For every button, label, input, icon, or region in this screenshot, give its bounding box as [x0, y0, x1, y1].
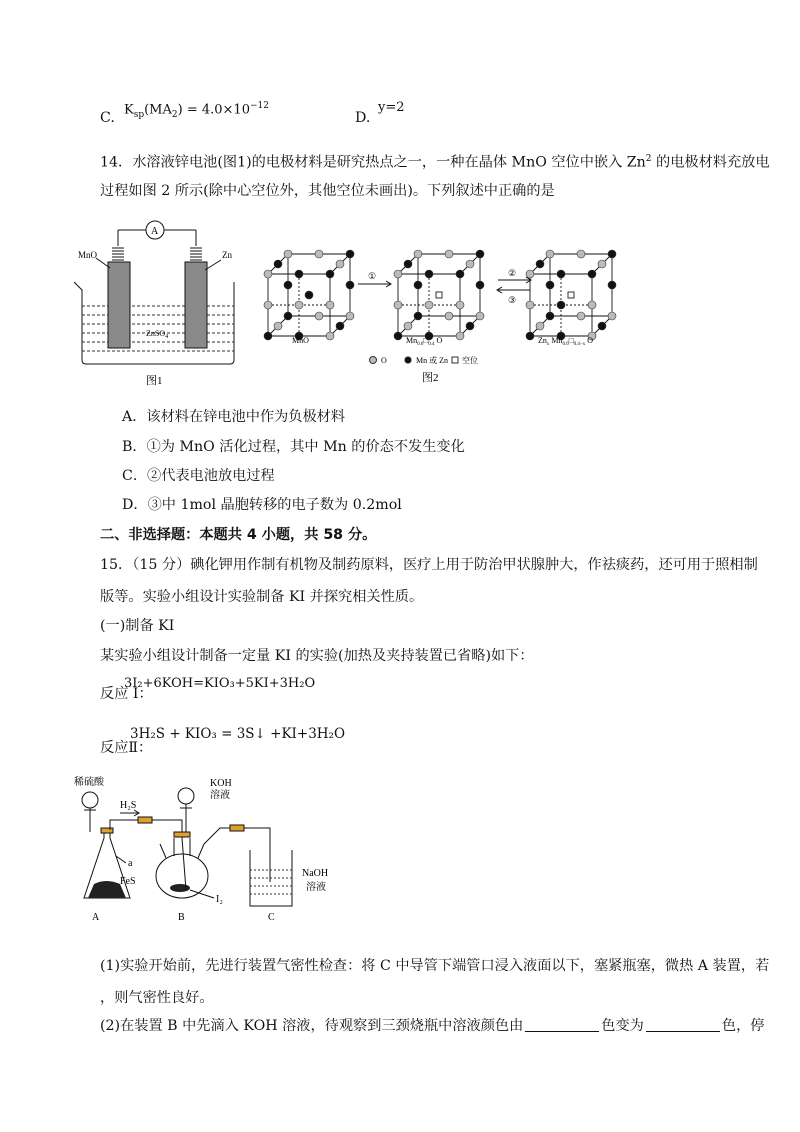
q15-subheading: (一)制备 KI	[100, 618, 175, 634]
funnel-a-icon	[82, 792, 98, 808]
q15-part2-line: (2)在装置 B 中先滴入 KOH 溶液，待观察到三颈烧瓶中溶液颜色由 色变为 色，停	[100, 1018, 765, 1034]
svg-text:空位: 空位	[462, 356, 478, 365]
figure-1-battery	[68, 212, 248, 392]
reaction-2-formula: 3H₂S + KIO₃ = 3S↓ +KI+3H₂O	[130, 726, 346, 742]
q15-part1-line2: ，则气密性良好。	[100, 990, 214, 1006]
q15-line1: 15．（15 分）碘化钾用作制有机物及制药原料，医疗上用于防治甲状腺肿大，作祛痰药，还可用于照相制	[100, 557, 758, 573]
figure-2-crystals	[250, 232, 635, 392]
svg-text:I₂: I₂	[216, 894, 223, 905]
q15-part1-line1: (1)实验开始前，先进行装置气密性检查：将 C 中导管下端管口浸入液面以下，塞紧瓶塞，微热 A 装置，若	[100, 958, 770, 974]
crystal-cell-2	[394, 250, 484, 340]
solution-label: ZnSO$_4$	[146, 329, 169, 340]
q14-option-c: C．②代表电池放电过程	[122, 468, 275, 484]
svg-text:FeS: FeS	[120, 876, 136, 887]
legend-o-icon	[370, 357, 377, 364]
svg-text:Mn 或 Zn: Mn 或 Zn	[416, 356, 448, 365]
svg-text:溶液: 溶液	[306, 882, 326, 893]
svg-text:C: C	[268, 912, 275, 923]
apparatus-diagram	[70, 770, 360, 930]
svg-text:H₂S: H₂S	[120, 800, 137, 811]
zn-label: Zn	[222, 250, 232, 260]
reaction-2-label: 反应Ⅱ：	[100, 740, 153, 756]
legend-mn-icon	[405, 357, 412, 364]
mno-electrode	[108, 262, 130, 348]
figure-2-caption: 图2	[422, 372, 439, 384]
ammeter-label: A	[151, 226, 159, 237]
q14-option-b: B．①为 MnO 活化过程，其中 Mn 的价态不发生变化	[122, 439, 465, 455]
option-d-text: y=2	[378, 100, 405, 115]
crystal-2-label: $Mn_{0.6}□_{0.4}$ O	[406, 336, 443, 347]
q15-line2: 版等。实验小组设计实验制备 KI 并探究相关性质。	[100, 589, 424, 605]
legend-vacancy-icon	[452, 357, 458, 363]
q14-stem-line1: 14．水溶液锌电池(图1)的电极材料是研究热点之一，一种在晶体 MnO 空位中嵌入 Zn$^2$ 的电极材料充放电	[100, 154, 770, 171]
crystal-1-label: MnO	[292, 336, 309, 345]
zn-electrode	[185, 262, 207, 348]
reaction-1-formula: 3I₂+6KOH=KIO₃+5KI+3H₂O	[124, 676, 316, 691]
svg-text:O: O	[381, 356, 387, 365]
svg-text:B: B	[178, 912, 185, 923]
crystal-cell-3	[526, 250, 616, 340]
answer-blank-1[interactable]	[525, 1017, 599, 1032]
q15-intro: 某实验小组设计制备一定量 KI 的实验(加热及夹持装置已省略)如下：	[100, 648, 534, 664]
mno-label: MnO	[78, 250, 98, 260]
option-c-label: C.	[100, 110, 115, 126]
figure-1-caption: 图1	[146, 375, 163, 387]
option-d-label: D.	[355, 110, 371, 126]
svg-text:KOH: KOH	[210, 778, 232, 789]
svg-text:NaOH: NaOH	[302, 868, 329, 879]
svg-text:a: a	[128, 858, 133, 869]
q14-option-a: A．该材料在锌电池中作为负极材料	[122, 409, 346, 425]
svg-text:③: ③	[508, 295, 517, 305]
q14-stem-line2: 过程如图 2 所示(除中心空位外，其他空位未画出)。下列叙述中正确的是	[100, 183, 555, 199]
crystal-cell-1	[264, 250, 354, 340]
section-2-title: 二、非选择题：本题共 4 小题，共 58 分。	[100, 527, 377, 543]
svg-text:A: A	[92, 912, 100, 923]
svg-text:①: ①	[368, 271, 377, 281]
svg-text:稀硫酸: 稀硫酸	[74, 777, 104, 788]
answer-blank-2[interactable]	[646, 1017, 720, 1032]
svg-text:②: ②	[508, 268, 517, 278]
reaction-1-label: 反应 I：	[100, 686, 153, 702]
funnel-b-icon	[178, 788, 194, 804]
option-c-formula: $K_{sp}(MA_2) = 4.0\times 10^{-12}$	[124, 101, 269, 120]
crystal-3-label: $Zn_x$ $Mn_{0.6}□_{0.4-x}$ O	[538, 336, 593, 347]
q14-option-d: D．③中 1mol 晶胞转移的电子数为 0.2mol	[122, 497, 402, 513]
svg-text:溶液: 溶液	[210, 790, 230, 801]
